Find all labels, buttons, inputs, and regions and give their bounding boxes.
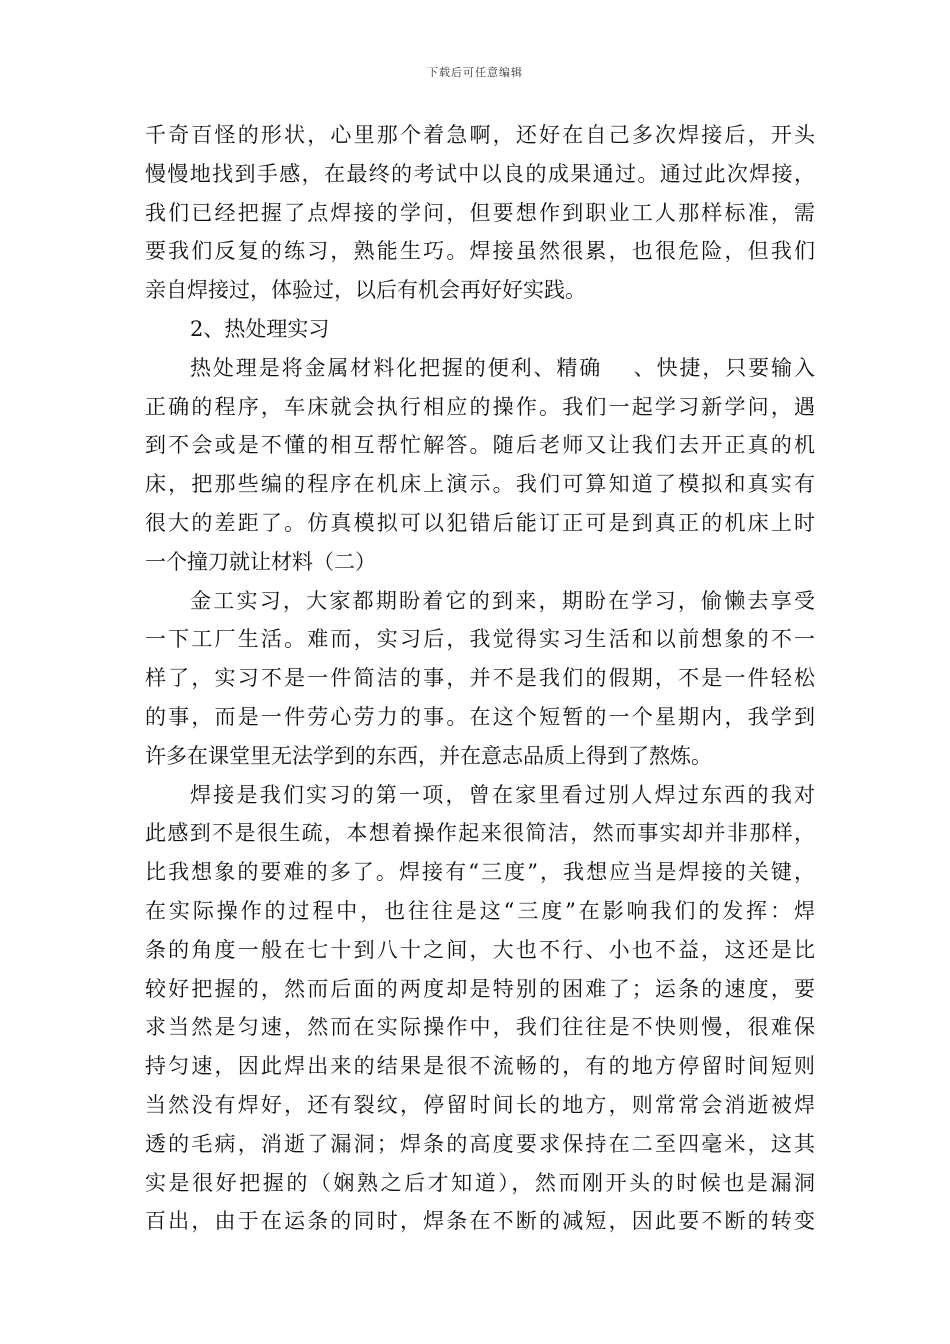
text-line: 样了，实习不是一件简洁的事，并不是我们的假期，不是一件轻松 [145,666,815,690]
text-line: 正确的程序，车床就会执行相应的操作。我们一起学习新学问，遇 [145,395,815,419]
text-line: 一下工厂生活。难而，实习后，我觉得实习生活和以前想象的不一 [145,627,815,651]
text-line: 慢慢地找到手感，在最终的考试中以良的成果通过。通过此次焊接， [145,162,815,186]
text-line: 许多在课堂里无法学到的东西，并在意志品质上得到了熬炼。 [145,744,712,768]
text-line: 焊接是我们实习的第一项，曾在家里看过別人焊过东西的我对 [190,783,815,807]
text-line: 2、热处理实习 [190,317,330,341]
text-line: 在实际操作的过程中，也往往是这“三度”在影响我们的发挥：焊 [145,899,815,923]
text-line: 实是很好把握的（娴熟之后才知道），然而刚开头的时候也是漏洞 [145,1171,815,1195]
text-line: 较好把握的，然而后面的两度却是特别的困难了；运条的速度，要 [145,977,815,1001]
text-line: 持匀速，因此焊出来的结果是很不流畅的，有的地方停留时间短则 [145,1054,815,1078]
text-line: 我们已经把握了点焊接的学问，但要想作到职业工人那样标准，需 [145,201,815,225]
text-line: 当然没有焊好，还有裂纹，停留时间长的地方，则常常会消逝被焊 [145,1093,815,1117]
text-line: 千奇百怪的形状，心里那个着急啊，还好在自己多次焊接后，开头 [145,123,815,147]
text-line: 床，把那些编的程序在机床上演示。我们可算知道了模拟和真实有 [145,472,815,496]
text-line: 要我们反复的练习，熟能生巧。焊接虽然很累，也很危险，但我们 [145,239,815,263]
text-line: 很大的差距了。仿真模拟可以犯错后能订正可是到真正的机床上时 [145,511,815,535]
text-line: 到不会或是不懂的相互帮忙解答。随后老师又让我们去开正真的机 [145,433,815,457]
text-line: 的事，而是一件劳心劳力的事。在这个短暂的一个星期内，我学到 [145,705,815,729]
text-line: 比我想象的要难的多了。焊接有“三度”，我想应当是焊接的关键， [145,860,815,884]
text-line: 一个撞刀就让材料（二） [145,550,376,574]
text-line: 透的毛病，消逝了漏洞；焊条的高度要求保持在二至四毫米，这其 [145,1132,815,1156]
text-line: 金工实习，大家都期盼着它的到来，期盼在学习，偷懒去享受 [190,589,815,613]
text-line: 百出，由于在运条的同时，焊条在不断的减短，因此要不断的转变 [145,1209,815,1233]
text-line: 亲自焊接过，体验过，以后有机会再好好实践。 [145,278,586,302]
text-line: 条的角度一般在七十到八十之间，大也不行、小也不益，这还是比 [145,938,815,962]
text-line: 热处理是将金属材料化把握的便利、精确 、快捷，只要输入 [190,356,815,380]
text-line: 此感到不是很生疏，本想着操作起来很简洁，然而事实却并非那样， [145,821,815,845]
text-line: 求当然是匀速，然而在实际操作中，我们往往是不快则慢，很难保 [145,1015,815,1039]
page-header: 下载后可任意编辑 [427,66,523,79]
